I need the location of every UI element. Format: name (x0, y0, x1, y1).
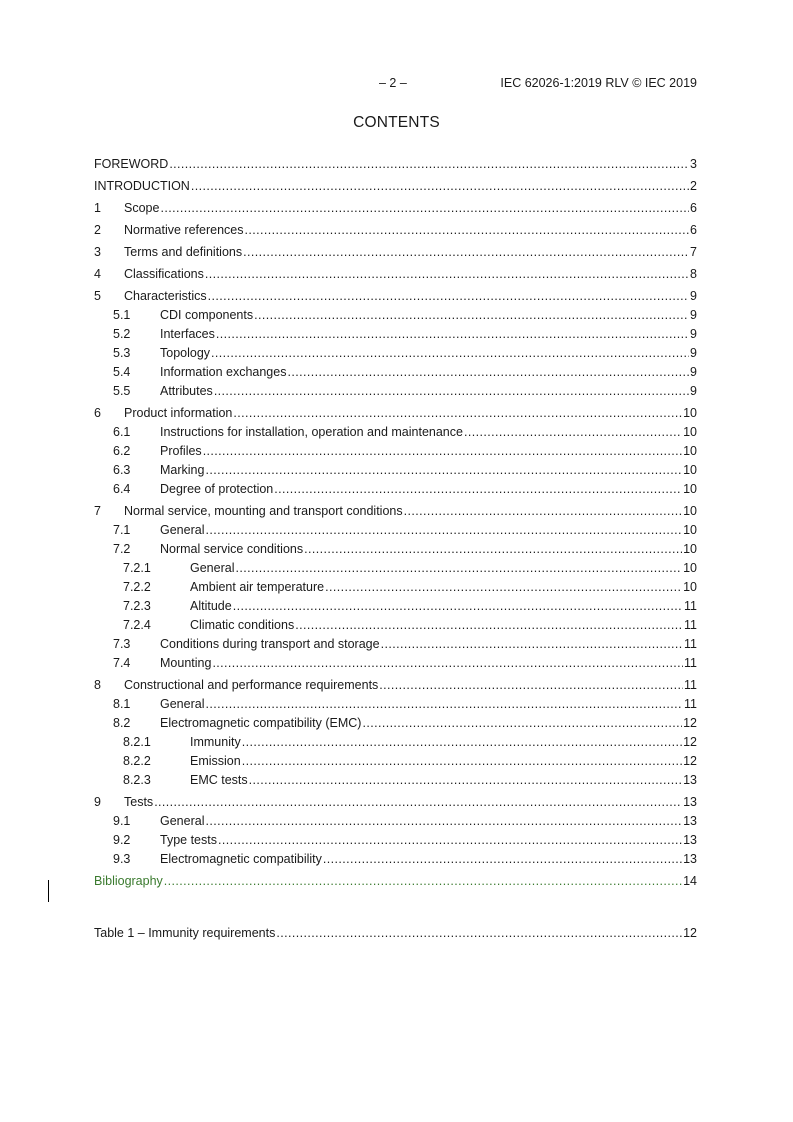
toc-dot-leader (191, 179, 689, 193)
toc-entry-title: Information exchanges (160, 365, 287, 379)
toc-entry-title: EMC tests (190, 773, 248, 787)
toc-dot-leader (154, 795, 682, 809)
toc-entry[interactable] (94, 463, 697, 482)
toc-entry-number: 9.2 (113, 833, 131, 847)
toc-entry-number: 8 (94, 678, 101, 692)
toc-entry-number: 5.4 (113, 365, 131, 379)
toc-entry-title: General (160, 814, 205, 828)
toc-entry[interactable] (94, 833, 697, 852)
toc-entry[interactable] (94, 852, 697, 871)
toc-entry[interactable] (94, 697, 697, 716)
toc-dot-leader (205, 267, 689, 281)
toc-entry-title: Degree of protection (160, 482, 274, 496)
toc-entry-page: 13 (683, 833, 697, 847)
toc-entry-number: 7.2.4 (123, 618, 151, 632)
toc-entry-title: Topology (160, 346, 211, 360)
toc-dot-leader (249, 773, 682, 787)
toc-entry-page: 9 (690, 365, 697, 379)
toc-dot-leader (379, 678, 683, 692)
toc-entry-number: 6 (94, 406, 101, 420)
toc-entry[interactable] (94, 773, 697, 792)
document-reference: IEC 62026-1:2019 RLV © IEC 2019 (500, 76, 697, 90)
page-number: – 2 – (379, 76, 407, 90)
toc-dot-leader (205, 697, 683, 711)
toc-entry[interactable] (94, 618, 697, 637)
toc-entry[interactable] (94, 406, 697, 425)
toc-dot-leader (362, 716, 682, 730)
toc-entry-title: General (160, 697, 205, 711)
toc-entry-title: Instructions for installation, operation and maintenance (160, 425, 463, 439)
toc-dot-leader (169, 157, 689, 171)
toc-entry-page: 6 (690, 201, 697, 215)
toc-entry-page: 12 (683, 716, 697, 730)
toc-dot-leader (235, 561, 682, 575)
toc-entry-page: 10 (683, 561, 697, 575)
toc-entry-number: 7.4 (113, 656, 131, 670)
toc-entry-page: 9 (690, 327, 697, 341)
toc-entry[interactable] (94, 599, 697, 618)
toc-entry-title: Scope (124, 201, 160, 215)
toc-entry-page: 11 (684, 637, 697, 651)
toc-dot-leader (205, 814, 682, 828)
toc-dot-leader (323, 852, 682, 866)
toc-entry-number: 7.2.2 (123, 580, 151, 594)
toc-dot-leader (205, 523, 682, 537)
toc-entry-number: 5 (94, 289, 101, 303)
toc-entry[interactable] (94, 444, 697, 463)
toc-entry-title: Emission (190, 754, 241, 768)
toc-entry[interactable] (94, 384, 697, 403)
toc-entry[interactable] (94, 523, 697, 542)
toc-dot-leader (464, 425, 682, 439)
toc-entry-number: 1 (94, 201, 101, 215)
toc-entry-number: 7.2.1 (123, 561, 151, 575)
toc-entry-title: INTRODUCTION (94, 179, 190, 193)
toc-entry-page: 10 (683, 580, 697, 594)
toc-entry-number: 6.4 (113, 482, 131, 496)
toc-dot-leader (287, 365, 689, 379)
toc-entry[interactable] (94, 735, 697, 754)
toc-entry-number: 8.1 (113, 697, 131, 711)
toc-entry[interactable] (94, 365, 697, 384)
toc-entry-page: 9 (690, 384, 697, 398)
toc-entry[interactable] (94, 157, 697, 176)
toc-entry[interactable] (94, 814, 697, 833)
toc-entry[interactable] (94, 874, 697, 893)
toc-entry[interactable] (94, 346, 697, 365)
revision-change-bar (48, 880, 49, 902)
toc-dot-leader (160, 201, 689, 215)
toc-entry-page: 10 (683, 504, 697, 518)
toc-entry-page: 13 (683, 814, 697, 828)
toc-entry-title: General (160, 523, 205, 537)
toc-entry-title: Terms and definitions (124, 245, 243, 259)
toc-entry-number: 9 (94, 795, 101, 809)
toc-entry-title: Electromagnetic compatibility (EMC) (160, 716, 362, 730)
toc-entry-page: 10 (683, 444, 697, 458)
toc-entry-number: 7 (94, 504, 101, 518)
toc-entry-title: Immunity (190, 735, 241, 749)
toc-entry[interactable] (94, 327, 697, 346)
toc-dot-leader (254, 308, 689, 322)
toc-entry-number: 8.2.3 (123, 773, 151, 787)
toc-dot-leader (304, 542, 682, 556)
toc-entry-title: CDI components (160, 308, 254, 322)
toc-entry-number: 3 (94, 245, 101, 259)
toc-entry-number: 4 (94, 267, 101, 281)
toc-entry[interactable] (94, 561, 697, 580)
toc-dot-leader (295, 618, 683, 632)
toc-entry-number: 8.2.1 (123, 735, 151, 749)
toc-entry-title: Mounting (160, 656, 212, 670)
toc-entry[interactable] (94, 656, 697, 675)
toc-entry[interactable] (94, 542, 697, 561)
toc-entry-title: Electromagnetic compatibility (160, 852, 322, 866)
toc-entry-title: Normative references (124, 223, 244, 237)
toc-dot-leader (214, 384, 689, 398)
toc-entry-page: 11 (684, 697, 697, 711)
toc-entry-title: Type tests (160, 833, 217, 847)
toc-dot-leader (245, 223, 690, 237)
toc-entry-number: 7.1 (113, 523, 131, 537)
toc-entry-page: 9 (690, 308, 697, 322)
toc-entry-title: Altitude (190, 599, 232, 613)
toc-entry-number: 9.3 (113, 852, 131, 866)
toc-entry[interactable] (94, 716, 697, 735)
toc-entry-page: 14 (683, 874, 697, 888)
toc-dot-leader (243, 245, 689, 259)
toc-entry-number: 6.1 (113, 425, 131, 439)
toc-entry[interactable] (94, 482, 697, 501)
toc-entry-title: Normal service conditions (160, 542, 304, 556)
toc-entry-title: Interfaces (160, 327, 215, 341)
toc-entry-number: 5.2 (113, 327, 131, 341)
toc-entry-page: 9 (690, 346, 697, 360)
toc-dot-leader (218, 833, 682, 847)
toc-entry-number: 9.1 (113, 814, 131, 828)
toc-entry-number: 7.2 (113, 542, 131, 556)
page-header (0, 76, 793, 92)
toc-entry-page: 13 (683, 795, 697, 809)
toc-entry-page: 11 (684, 678, 697, 692)
toc-entry-title: Profiles (160, 444, 202, 458)
toc-dot-leader (205, 463, 682, 477)
toc-entry-page: 10 (683, 406, 697, 420)
toc-entry[interactable] (94, 289, 697, 308)
toc-entry[interactable] (94, 308, 697, 327)
toc-dot-leader (242, 735, 682, 749)
toc-entry-title: Product information (124, 406, 233, 420)
toc-entry-number: 2 (94, 223, 101, 237)
toc-dot-leader (164, 874, 682, 888)
toc-entry-title: Tests (124, 795, 154, 809)
toc-entry-page: 11 (684, 656, 697, 670)
contents-title: CONTENTS (353, 114, 440, 131)
toc-entry-title: Normal service, mounting and transport conditions (124, 504, 403, 518)
toc-entry[interactable] (94, 637, 697, 656)
toc-entry-page: 6 (690, 223, 697, 237)
toc-entry-page: 12 (683, 926, 697, 940)
toc-entry-title: Ambient air temperature (190, 580, 325, 594)
toc-entry[interactable] (94, 223, 697, 242)
toc-entry[interactable] (94, 504, 697, 523)
toc-entry-title: Marking (160, 463, 205, 477)
toc-dot-leader (276, 926, 682, 940)
toc-entry-title: Characteristics (124, 289, 207, 303)
toc-entry-title: Bibliography (94, 874, 163, 888)
toc-entry-title: Table 1 – Immunity requirements (94, 926, 276, 940)
toc-dot-leader (274, 482, 682, 496)
toc-entry-number: 5.1 (113, 308, 131, 322)
toc-entry-page: 12 (683, 754, 697, 768)
list-of-tables (94, 926, 697, 945)
toc-entry-page: 10 (683, 463, 697, 477)
toc-entry-page: 7 (690, 245, 697, 259)
toc-dot-leader (404, 504, 682, 518)
toc-dot-leader (212, 656, 683, 670)
toc-entry-title: Attributes (160, 384, 213, 398)
toc-entry[interactable] (94, 926, 697, 945)
toc-dot-leader (211, 346, 689, 360)
toc-dot-leader (233, 406, 682, 420)
toc-entry[interactable] (94, 179, 697, 198)
toc-entry-number: 5.5 (113, 384, 131, 398)
toc-entry-page: 13 (683, 852, 697, 866)
toc-entry-page: 8 (690, 267, 697, 281)
toc-entry-title: Classifications (124, 267, 204, 281)
toc-entry[interactable] (94, 580, 697, 599)
toc-entry-number: 8.2 (113, 716, 131, 730)
toc-entry-number: 7.2.3 (123, 599, 151, 613)
toc-dot-leader (203, 444, 682, 458)
toc-dot-leader (216, 327, 689, 341)
toc-entry-page: 10 (683, 482, 697, 496)
table-of-contents (94, 157, 697, 893)
toc-entry-number: 5.3 (113, 346, 131, 360)
toc-entry-page: 11 (684, 599, 697, 613)
toc-entry-page: 2 (690, 179, 697, 193)
toc-entry-page: 11 (684, 618, 697, 632)
toc-entry-number: 8.2.2 (123, 754, 151, 768)
toc-entry-page: 10 (683, 425, 697, 439)
toc-entry-page: 12 (683, 735, 697, 749)
toc-entry[interactable] (94, 245, 697, 264)
toc-entry[interactable] (94, 795, 697, 814)
toc-entry[interactable] (94, 425, 697, 444)
toc-entry-title: Constructional and performance requirements (124, 678, 379, 692)
toc-entry-page: 10 (683, 542, 697, 556)
toc-entry[interactable] (94, 201, 697, 220)
toc-dot-leader (381, 637, 683, 651)
toc-entry-number: 6.2 (113, 444, 131, 458)
toc-dot-leader (208, 289, 689, 303)
toc-entry-title: Climatic conditions (190, 618, 295, 632)
toc-entry-page: 10 (683, 523, 697, 537)
toc-entry[interactable] (94, 678, 697, 697)
toc-dot-leader (325, 580, 682, 594)
toc-entry-title: Conditions during transport and storage (160, 637, 380, 651)
toc-dot-leader (233, 599, 683, 613)
toc-entry-number: 6.3 (113, 463, 131, 477)
toc-dot-leader (242, 754, 682, 768)
toc-entry-page: 3 (690, 157, 697, 171)
toc-entry-title: General (190, 561, 235, 575)
toc-entry[interactable] (94, 754, 697, 773)
toc-entry-title: FOREWORD (94, 157, 169, 171)
toc-entry[interactable] (94, 267, 697, 286)
toc-entry-number: 7.3 (113, 637, 131, 651)
toc-entry-page: 13 (683, 773, 697, 787)
toc-entry-page: 9 (690, 289, 697, 303)
